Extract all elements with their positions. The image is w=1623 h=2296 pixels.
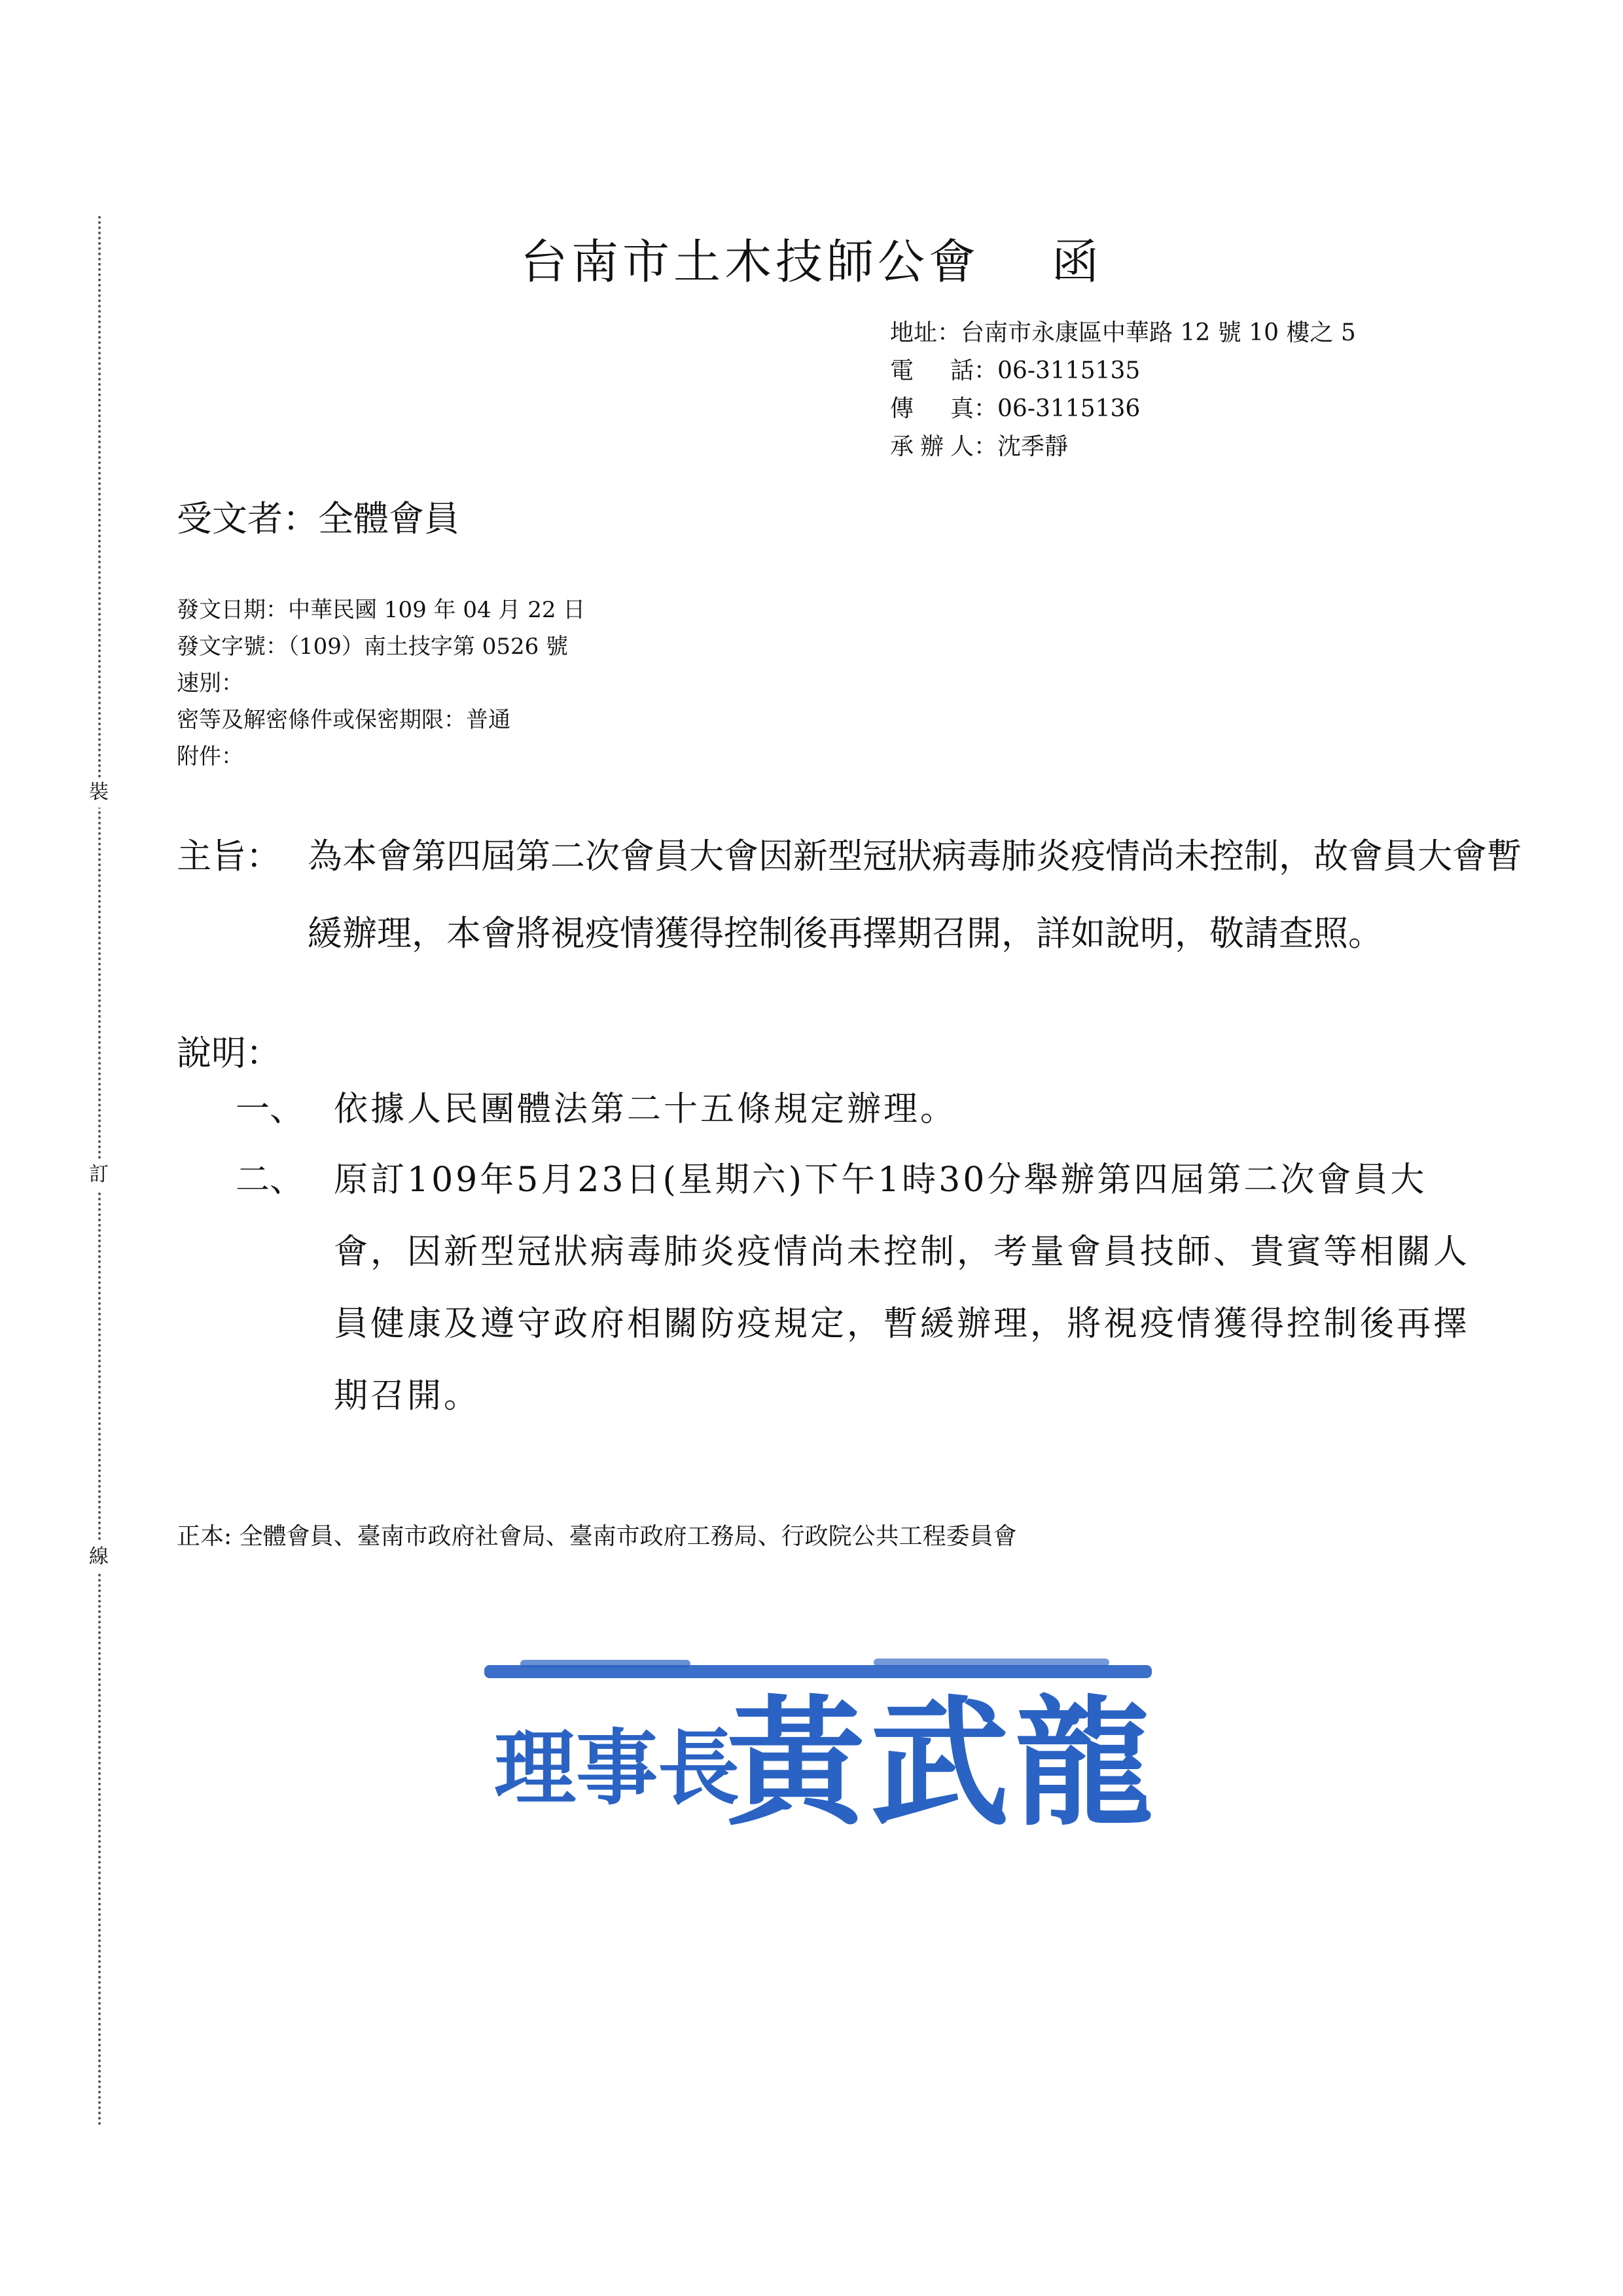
contact-handler: 承辦人：沈季靜 — [890, 428, 1356, 466]
distribution-value: 全體會員、臺南市政府社會局、臺南市政府工務局、行政院公共工程委員會 — [239, 1523, 1017, 1550]
explanation-item — [236, 1073, 1492, 1145]
contact-phone-value: 06-3115135 — [997, 357, 1141, 384]
explanation-item-number: 二、 — [236, 1160, 304, 1200]
subject-heading: 主旨： — [177, 836, 281, 876]
confidentiality-value: 普通 — [466, 707, 510, 733]
urgency-label: 速別 — [177, 670, 221, 696]
binding-mark-line: 線 — [84, 1542, 114, 1572]
signature-name: 黃武龍 — [726, 1681, 1158, 1844]
issue-date-value: 中華民國 109 年 04 月 22 日 — [288, 597, 586, 623]
contact-handler-label: 承辦人 — [890, 433, 974, 460]
contact-address-label: 地址 — [890, 319, 938, 346]
contact-fax: 傳 真：06-3115136 — [890, 390, 1356, 428]
issue-meta — [177, 592, 585, 775]
attachments-label: 附件 — [177, 744, 221, 770]
contact-fax-label: 傳 真 — [890, 395, 974, 422]
title-organization: 台南市土木技師公會 — [520, 234, 980, 289]
confidentiality-label: 密等及解密條件或保密期限 — [177, 707, 444, 733]
recipient: 受文者：全體會員 — [177, 498, 459, 539]
recipient-label: 受文者 — [177, 498, 283, 539]
issue-number: 發文字號：（109）南土技字第 0526 號 — [177, 634, 569, 660]
issue-number-value: （109）南土技字第 0526 號 — [288, 634, 569, 660]
binding-mark-stitch: 訂 — [84, 1160, 114, 1190]
contact-phone-label: 電 話 — [890, 357, 974, 384]
contact-address: 地址：台南市永康區中華路 12 號 10 樓之 5 — [890, 319, 1356, 346]
explanation-heading: 說明： — [177, 1033, 281, 1073]
contact-address-value: 台南市永康區中華路 12 號 10 樓之 5 — [961, 319, 1356, 346]
distribution-label: 正本: — [177, 1523, 232, 1550]
explanation-item-number: 一、 — [236, 1090, 304, 1129]
signature-title: 理事長 — [494, 1721, 740, 1816]
binding-mark-bind: 裝 — [84, 778, 114, 808]
explanation-item-text: 依據人民團體法第二十五條規定辦理。 — [334, 1090, 957, 1129]
contact-block — [890, 314, 1356, 466]
issue-number-label: 發文字號 — [177, 634, 266, 660]
recipient-value: 全體會員 — [318, 498, 459, 539]
distribution-line — [177, 1517, 1017, 1556]
subject — [177, 818, 1525, 973]
title-document-type: 函 — [1052, 234, 1103, 289]
stamp-top-edge — [484, 1659, 1152, 1678]
contact-handler-value: 沈季靜 — [997, 433, 1069, 460]
chairman-signature-stamp — [481, 1656, 1168, 1852]
attachments: 附件： — [177, 744, 243, 770]
document-title — [0, 229, 1623, 295]
contact-fax-value: 06-3115136 — [997, 395, 1141, 422]
issue-date: 發文日期：中華民國 109 年 04 月 22 日 — [177, 597, 586, 623]
subject-label: 主旨 — [177, 836, 246, 876]
contact-phone: 電 話：06-3115135 — [890, 352, 1356, 390]
issue-date-label: 發文日期 — [177, 597, 266, 623]
explanation-item-text: 原訂109年5月23日(星期六)下午1時30分舉辦第四屆第二次會員大會，因新型冠狀病毒肺炎疫情尚未控制，考量會員技師、貴賓等相關人員健康及遵守政府相關防疫規定，暫緩辦理，將視疫情獲得控制後再擇期召開。 — [334, 1160, 1471, 1416]
urgency: 速別： — [177, 670, 243, 696]
explanation-label: 說明 — [177, 1033, 246, 1073]
confidentiality: 密等及解密條件或保密期限：普通 — [177, 707, 510, 733]
subject-text: 為本會第四屆第二次會員大會因新型冠狀病毒肺炎疫情尚未控制，故會員大會暫緩辦理，本會將視疫情獲得控制後再擇期召開，詳如說明，敬請查照。 — [308, 836, 1522, 954]
explanation-item — [236, 1144, 1479, 1432]
